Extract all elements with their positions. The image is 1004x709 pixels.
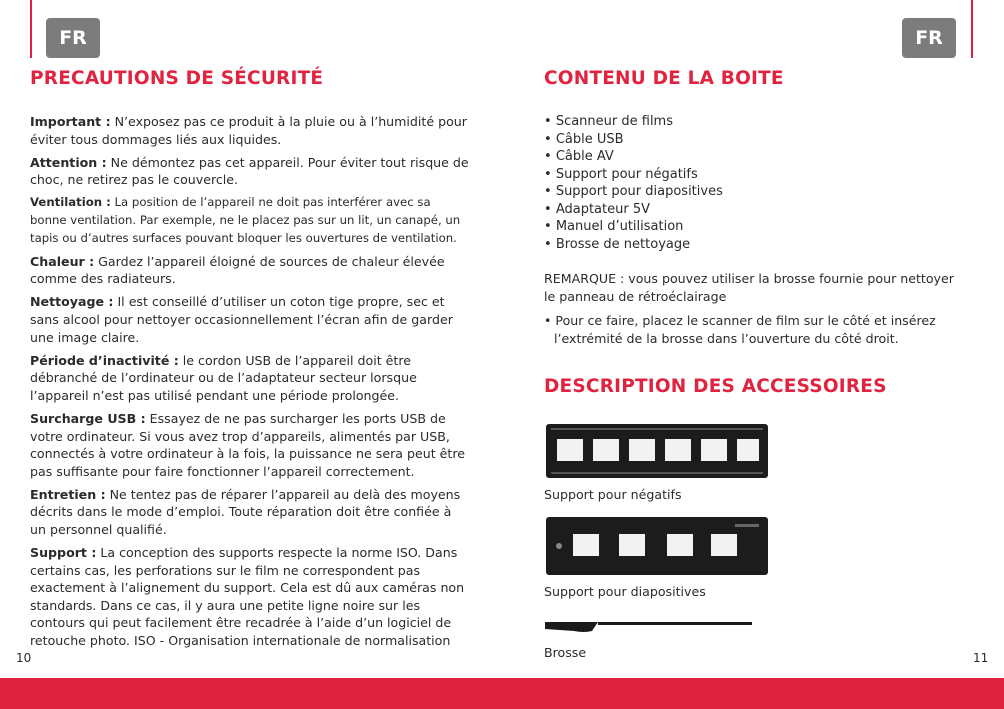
list-item: • Support pour diapositives <box>544 183 723 201</box>
remark-bullet: • Pour ce faire, placez le scanner de film sur le côté et insérez l’extrémité de la brosse dans l’ouverture du côté droit. <box>544 313 936 346</box>
safety-item-text: Il est conseillé d’utiliser un coton tige propre, sec et sans alcool pour nettoyer occasionnellement l’écran afin de garder une image claire. <box>30 294 453 345</box>
language-badge-right: FR <box>902 18 956 58</box>
slide-holder-image <box>545 515 769 577</box>
box-contents-title: CONTENU DE LA BOITE <box>544 68 784 89</box>
list-item: • Manuel d’utilisation <box>544 218 723 236</box>
safety-item-text: La position de l’appareil ne doit pas interférer avec sa bonne ventilation. Par exemple, ne le placez pas sur un lit, un canapé, un tapis ou d’autres surfaces pouvant bloquer les ouvertures de ventilation. <box>30 195 461 245</box>
safety-item <box>30 253 470 288</box>
safety-item-text: N’exposez pas ce produit à la pluie ou à l’humidité pour éviter tous dommages liés aux liquides. <box>30 114 467 147</box>
safety-item <box>30 113 470 148</box>
brush-image <box>544 619 756 633</box>
safety-item-label: Surcharge USB : <box>30 410 146 426</box>
remark-text: REMARQUE : vous pouvez utiliser la brosse fournie pour nettoyer le panneau de rétroéclairage <box>544 271 954 304</box>
box-contents-list <box>544 113 723 253</box>
safety-item-label: Nettoyage : <box>30 294 114 310</box>
list-item: • Câble USB <box>544 131 723 149</box>
safety-item <box>30 194 470 247</box>
safety-item <box>30 352 470 405</box>
list-item: • Adaptateur 5V <box>544 201 723 219</box>
accessories-title: DESCRIPTION DES ACCESSOIRES <box>544 376 887 397</box>
safety-title: PRECAUTIONS DE SÉCURITÉ <box>30 68 324 89</box>
footer-band <box>0 678 1004 709</box>
list-item: • Support pour négatifs <box>544 166 723 184</box>
safety-item-label: Période d’inactivité : <box>30 352 179 368</box>
negative-holder-caption: Support pour négatifs <box>544 487 682 502</box>
safety-item-text: Ne démontez pas cet appareil. Pour éviter tout risque de choc, ne retirez pas le couvercle. <box>30 154 469 188</box>
safety-item-text: Ne tentez pas de réparer l’appareil au delà des moyens décrits dans le mode d’emploi. Toute réparation doit être confiée à un personnel qualifié. <box>30 486 461 537</box>
safety-item-label: Chaleur : <box>30 253 95 269</box>
safety-item-text: le cordon USB de l’appareil doit être débranché de l’ordinateur ou de l’adaptateur secteur lorsque l’appareil n’est pas utilisé pendant une période prolongée. <box>30 352 417 403</box>
page-number-right: 11 <box>973 651 989 665</box>
safety-item <box>30 486 470 539</box>
language-badge-left: FR <box>46 18 100 58</box>
safety-item <box>30 293 470 346</box>
safety-item-text: Essayez de ne pas surcharger les ports USB de votre ordinateur. Si vous avez trop d’appareils, alimentés par USB, connectés à votre ordinateur à la fois, la puissance ne sera peut être pas suffisante pour faire fonctionner l’appareil correctement. <box>30 410 465 479</box>
page-number-left: 10 <box>16 651 32 665</box>
right-margin-line <box>971 0 973 58</box>
safety-item <box>30 154 470 189</box>
safety-item-label: Support : <box>30 545 97 561</box>
list-item: • Câble AV <box>544 148 723 166</box>
safety-list <box>30 113 470 655</box>
left-margin-line <box>30 0 32 58</box>
safety-item-label: Ventilation : <box>30 195 111 210</box>
negative-holder-image <box>545 422 769 480</box>
list-item: • Scanneur de films <box>544 113 723 131</box>
safety-item-label: Attention : <box>30 154 107 170</box>
safety-item <box>30 410 470 480</box>
safety-item <box>30 544 470 650</box>
brush-caption: Brosse <box>544 645 587 660</box>
safety-item-text: La conception des supports respecte la norme ISO. Dans certains cas, les perforations sur le film ne correspondent pas exactement à l’alignement du support. Cela est dû aux caméras non standards. Dans ce cas, il y aura une petite ligne noire sur les contours qui peut facilement être recadrée à l’aide d’un logiciel de retouche photo. ISO - Organisation internationale de normalisation <box>30 545 465 649</box>
safety-item-text: Gardez l’appareil éloigné de sources de chaleur élevée comme des radiateurs. <box>30 253 445 287</box>
list-item: • Brosse de nettoyage <box>544 236 723 254</box>
safety-item-label: Entretien : <box>30 486 106 502</box>
safety-item-label: Important : <box>30 114 111 129</box>
slide-holder-caption: Support pour diapositives <box>544 584 706 599</box>
